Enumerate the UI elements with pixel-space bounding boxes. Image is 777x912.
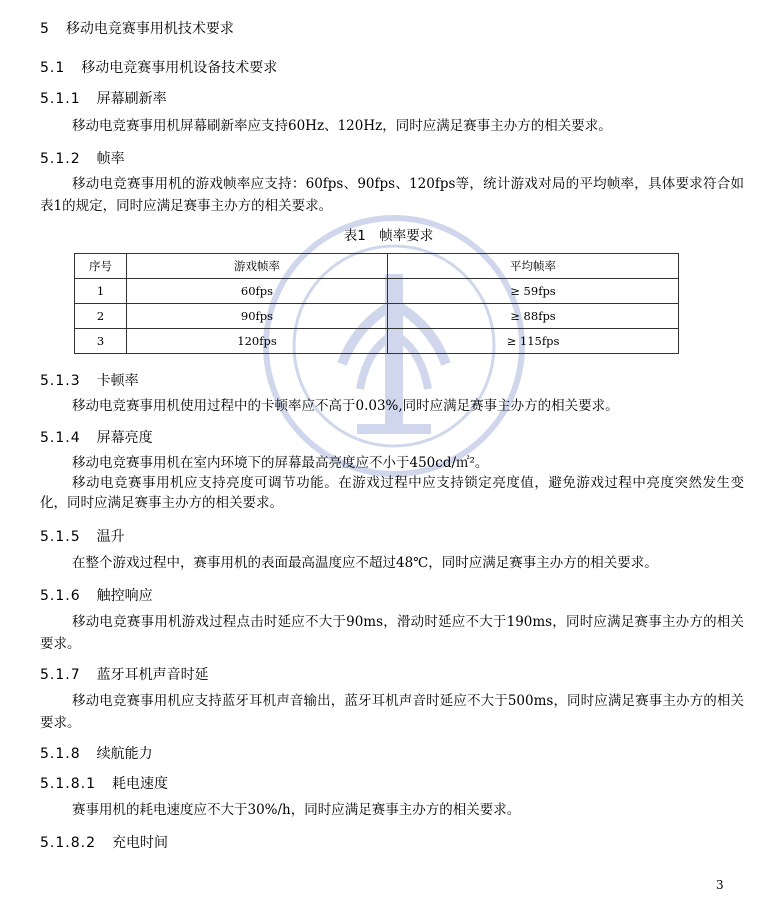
section-number: 5 [40, 21, 50, 37]
section-5-1-5-heading [40, 526, 125, 546]
table-header-cell: 平均帧率 [388, 254, 679, 279]
section-title: 耗电速度 [111, 776, 168, 792]
section-title: 移动电竞赛事用机技术要求 [65, 21, 234, 37]
table-cell: 2 [75, 304, 127, 329]
table-row [75, 279, 679, 304]
section-5-1-1-text: 移动电竞赛事用机屏幕刷新率应支持60Hz、120Hz，同时应满足赛事主办方的相关要求。 [72, 118, 612, 134]
section-5-1-5-text: 在整个游戏过程中，赛事用机的表面最高温度应不超过48℃，同时应满足赛事主办方的相关要求。 [72, 555, 658, 571]
section-number: 5.1.4 [40, 430, 81, 446]
table-row [75, 304, 679, 329]
table-caption: 表1 帧率要求 [343, 228, 434, 244]
table-cell: 60fps [127, 279, 388, 304]
section-5-1-6-text: 移动电竞赛事用机游戏过程点击时延应不大于90ms，滑动时延应不大于190ms，同时应满足赛事主办方的相关要求。 [40, 614, 744, 652]
section-number: 5.1 [40, 60, 66, 76]
section-5-1-3-text: 移动电竞赛事用机使用过程中的卡顿率应不高于0.03%,同时应满足赛事主办方的相关要求。 [72, 398, 619, 414]
section-number: 5.1.7 [40, 667, 81, 683]
section-number: 5.1.6 [40, 588, 81, 604]
frame-rate-table [74, 253, 679, 354]
table-header-cell: 游戏帧率 [127, 254, 388, 279]
section-number: 5.1.3 [40, 373, 81, 389]
table-cell: 120fps [127, 329, 388, 354]
section-5-1-6-heading [40, 585, 153, 605]
section-number: 5.1.8.2 [40, 835, 96, 851]
section-5-1-2-heading [40, 148, 125, 168]
section-number: 5.1.1 [40, 91, 81, 107]
section-title: 触控响应 [96, 588, 153, 604]
section-5-1-8-1-text: 赛事用机的耗电速度应不大于30%/h，同时应满足赛事主办方的相关要求。 [72, 802, 521, 818]
section-5-1-7-text: 移动电竞赛事用机应支持蓝牙耳机声音输出，蓝牙耳机声音时延应不大于500ms，同时应满足赛事主办方的相关要求。 [40, 693, 744, 731]
section-title: 移动电竞赛事用机设备技术要求 [81, 60, 278, 76]
section-5-1-8-heading [40, 743, 153, 763]
table-header-row [75, 254, 679, 279]
section-title: 充电时间 [111, 835, 168, 851]
table-cell: 3 [75, 329, 127, 354]
section-5-1-1-heading [40, 88, 167, 108]
section-title: 帧率 [96, 151, 125, 167]
section-5-1-7-heading [40, 664, 209, 684]
section-number: 5.1.5 [40, 529, 81, 545]
section-title: 屏幕亮度 [96, 430, 153, 446]
section-5-1-4-heading [40, 427, 153, 447]
section-5-1-8-1-heading [40, 773, 168, 793]
section-5-1-4-text-1: 移动电竞赛事用机在室内环境下的屏幕最高亮度应不小于450cd/㎡²。 [72, 455, 489, 471]
table-cell: 90fps [127, 304, 388, 329]
page-number: 3 [716, 878, 724, 892]
table-cell: 1 [75, 279, 127, 304]
section-5-1-heading [40, 57, 277, 77]
section-5-1-3-heading [40, 370, 139, 390]
section-5-1-4-text-2: 移动电竞赛事用机应支持亮度可调节功能。在游戏过程中应支持锁定亮度值，避免游戏过程中亮度突然发生变化，同时应满足赛事主办方的相关要求。 [40, 475, 744, 511]
table-cell: ≥ 59fps [388, 279, 679, 304]
section-title: 蓝牙耳机声音时延 [96, 667, 209, 683]
table-cell: ≥ 88fps [388, 304, 679, 329]
section-title: 续航能力 [96, 746, 153, 762]
section-5-1-8-2-heading [40, 832, 168, 852]
section-number: 5.1.2 [40, 151, 81, 167]
table-row [75, 329, 679, 354]
section-number: 5.1.8.1 [40, 776, 96, 792]
section-title: 温升 [96, 529, 125, 545]
section-title: 屏幕刷新率 [96, 91, 167, 107]
table-header-cell: 序号 [75, 254, 127, 279]
section-5-1-2-text: 移动电竞赛事用机的游戏帧率应支持：60fps、90fps、120fps等，统计游戏对局的平均帧率，具体要求符合如表1的规定，同时应满足赛事主办方的相关要求。 [40, 176, 744, 214]
section-title: 卡顿率 [96, 373, 139, 389]
section-5-heading [40, 18, 234, 38]
section-number: 5.1.8 [40, 746, 81, 762]
table-cell: ≥ 115fps [388, 329, 679, 354]
